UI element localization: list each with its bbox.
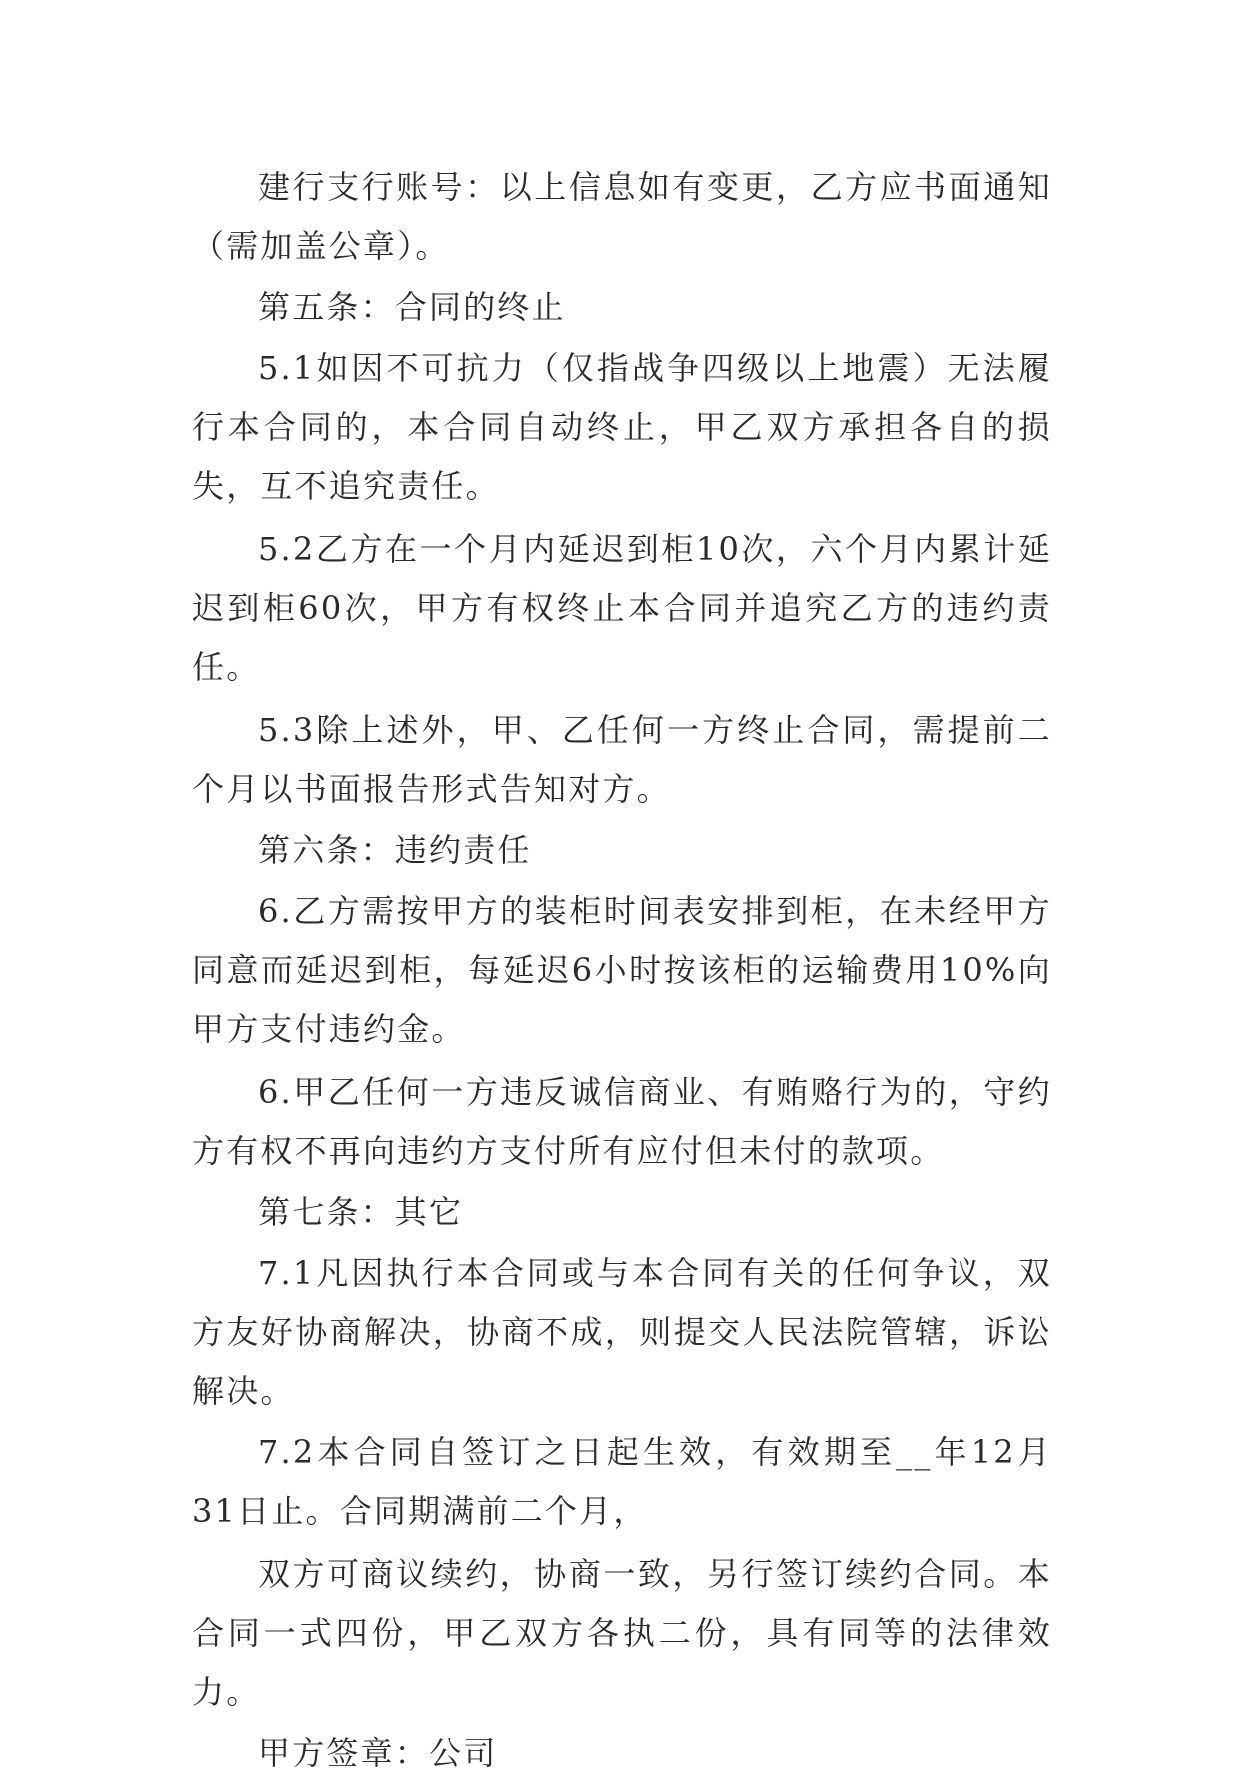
paragraph-renewal: 双方可商议续约，协商一致，另行签订续约合同。本合同一式四份，甲乙双方各执二份，具有同等的法律效力。	[192, 1555, 1052, 1711]
paragraph-5-3: 5.3除上述外，甲、乙任何一方终止合同，需提前二个月以书面报告形式告知对方。	[192, 711, 1052, 808]
paragraph-6-a: 6.乙方需按甲方的装柜时间表安排到柜，在未经甲方同意而延迟到柜，每延迟6小时按该柜的运输费用10%向甲方支付违约金。	[192, 892, 1052, 1048]
paragraph-5-2: 5.2乙方在一个月内延迟到柜10次，六个月内累计延迟到柜60次，甲方有权终止本合同并追究乙方的违约责任。	[192, 530, 1052, 686]
paragraph-7-1: 7.1凡因执行本合同或与本合同有关的任何争议，双方友好协商解决，协商不成，则提交人民法院管辖，诉讼解决。	[192, 1254, 1052, 1410]
heading-article-7: 第七条：其它	[258, 1193, 464, 1231]
paragraph-6-b: 6.甲乙任何一方违反诚信商业、有贿赂行为的，守约方有权不再向违约方支付所有应付但未付的款项。	[192, 1073, 1052, 1170]
paragraph-7-2: 7.2本合同自签订之日起生效，有效期至__年12月31日止。合同期满前二个月，	[192, 1433, 1052, 1530]
heading-article-6: 第六条：违约责任	[258, 831, 532, 869]
paragraph-bank-account: 建行支行账号：以上信息如有变更，乙方应书面通知（需加盖公章）。	[192, 168, 1052, 265]
paragraph-5-1: 5.1如因不可抗力（仅指战争四级以上地震）无法履行本合同的，本合同自动终止，甲乙双方承担各自的损失，互不追究责任。	[192, 349, 1052, 505]
heading-article-5: 第五条：合同的终止	[258, 288, 566, 326]
signature-party-a: 甲方签章：公司	[258, 1734, 498, 1772]
document-body	[192, 158, 1052, 1783]
